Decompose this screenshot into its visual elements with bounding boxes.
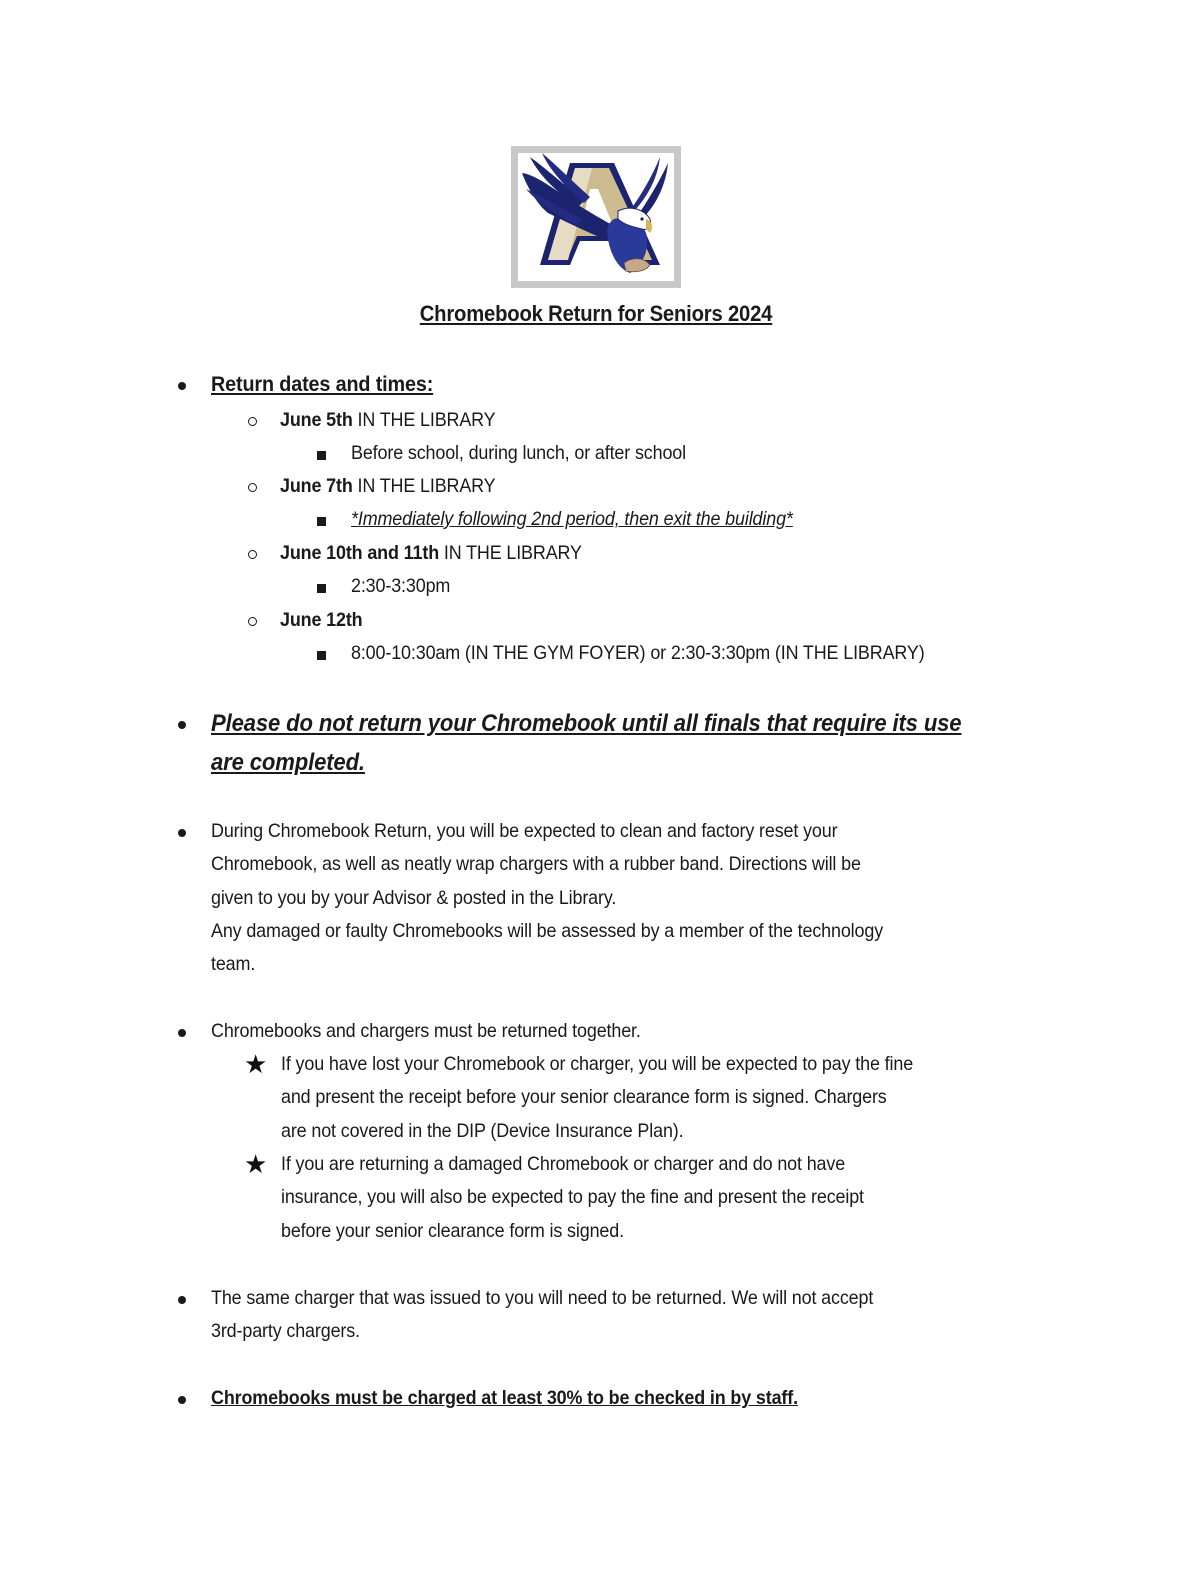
bullet-disc-icon (178, 1396, 186, 1404)
cleaning-notice-line: Any damaged or faulty Chromebooks will be assessed by a member of the technology (211, 919, 884, 942)
return-location: IN THE LIBRARY (352, 475, 496, 497)
bullet-square-icon (317, 451, 326, 460)
damaged-device-notice-line: before your senior clearance form is signed. (281, 1219, 624, 1242)
return-date-item-june-7 (280, 470, 495, 503)
cleaning-notice-line: team. (211, 953, 256, 976)
same-charger-notice-line: 3rd-party chargers. (211, 1320, 360, 1343)
return-date-item-june-12 (280, 604, 363, 637)
bullet-square-icon (317, 517, 326, 526)
lost-device-notice-line: If you have lost your Chromebook or charger, you will be expected to pay the fine (281, 1053, 914, 1075)
damaged-device-notice (281, 1148, 1054, 1248)
bullet-disc-icon (178, 1029, 186, 1037)
return-date-detail: 8:00-10:30am (IN THE GYM FOYER) or 2:30-3:30pm (IN THE LIBRARY) (351, 642, 925, 664)
bullet-circle-icon (248, 617, 257, 626)
return-location: IN THE LIBRARY (352, 409, 496, 431)
bullet-square-icon (317, 651, 326, 660)
star-icon: ★ (244, 1150, 268, 1180)
cleaning-notice-line: given to you by your Advisor & posted in the Library. (211, 886, 617, 909)
cleaning-notice-line: Chromebook, as well as neatly wrap chargers with a rubber band. Directions will be (211, 853, 861, 876)
chargers-notice: Chromebooks and chargers must be returned together. (211, 1020, 641, 1042)
bullet-circle-icon (248, 483, 257, 492)
bullet-disc-icon (178, 1296, 186, 1304)
star-icon: ★ (244, 1050, 268, 1080)
return-date-detail: 2:30-3:30pm (351, 575, 451, 597)
same-charger-notice (211, 1282, 1039, 1349)
return-dates-heading: Return dates and times: (211, 372, 434, 396)
return-location: IN THE LIBRARY (439, 542, 582, 564)
return-date-detail: Before school, during lunch, or after school (351, 442, 686, 464)
eagle-logo-icon (518, 153, 674, 281)
cleaning-notice-line: During Chromebook Return, you will be expected to clean and factory reset your (211, 820, 838, 842)
cleaning-notice (211, 815, 1039, 981)
return-date: June 12th (280, 609, 363, 631)
bullet-square-icon (317, 584, 326, 593)
bullet-circle-icon (248, 417, 257, 426)
bullet-disc-icon (178, 721, 186, 729)
lost-device-notice-line: are not covered in the DIP (Device Insurance Plan). (281, 1119, 684, 1142)
bullet-disc-icon (178, 829, 186, 837)
lost-device-notice-line: and present the receipt before your senior clearance form is signed. Chargers (281, 1086, 887, 1109)
lost-device-notice (281, 1048, 1054, 1148)
return-date: June 5th (280, 409, 353, 431)
return-date-item-june-5 (280, 404, 495, 437)
finals-notice-line-2: are completed. (211, 749, 365, 776)
charge-level-notice: Chromebooks must be charged at least 30% to be checked in by staff. (211, 1387, 798, 1409)
page-title: Chromebook Return for Seniors 2024 (419, 301, 773, 326)
return-date-detail: *Immediately following 2nd period, then exit the building* (351, 508, 793, 530)
school-logo (511, 146, 681, 288)
same-charger-notice-line: The same charger that was issued to you will need to be returned. We will not accept (211, 1287, 874, 1309)
return-date-item-june-10-11 (280, 537, 582, 570)
bullet-circle-icon (248, 550, 257, 559)
return-date: June 7th (280, 475, 353, 497)
finals-notice-line-1: Please do not return your Chromebook until all finals that require its use (211, 710, 962, 737)
bullet-disc-icon (178, 382, 186, 390)
damaged-device-notice-line: insurance, you will also be expected to pay the fine and present the receipt (281, 1186, 864, 1209)
return-date: June 10th and 11th (280, 542, 440, 564)
damaged-device-notice-line: If you are returning a damaged Chromebook or charger and do not have (281, 1153, 846, 1175)
